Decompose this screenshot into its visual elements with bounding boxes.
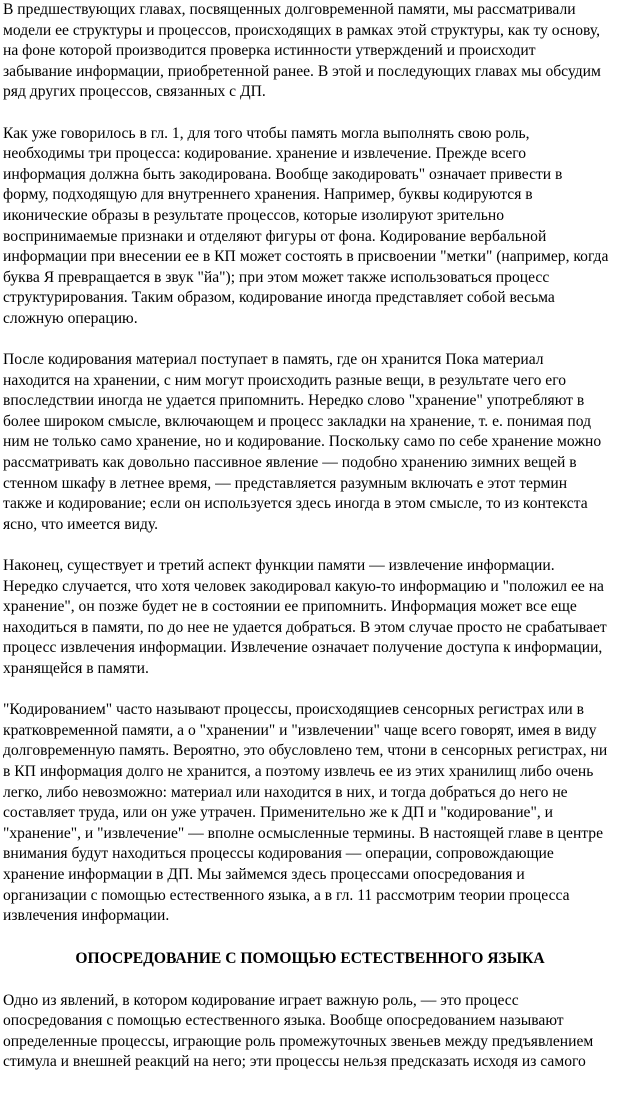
section-heading: ОПОСРЕДОВАНИЕ С ПОМОЩЬЮ ЕСТЕСТВЕННОГО ЯЗЫКА bbox=[75, 950, 545, 968]
paragraph-intro: В предшествующих главах, посвященных долговременной памяти, мы рассматривали модели ее структуры и процессов, происходящих в рамках этой структуры, как ту основу, на фоне которой производится проверка истинности утверждений и происходит забывание информации, приобретенной ранее. В этой и последующих главах мы обсудим ряд других процессов, связанных с ДП. bbox=[3, 1, 601, 101]
document-page bbox=[3, 0, 617, 1093]
paragraph-mediation: Одно из явлений, в котором кодирование играет важную роль, — это процесс опосредования с помощью естественного языка. Вообще опосредованием называют определенные процессы, играющие роль промежуточных звеньев между предъявлением стимула и внешней реакций на него; эти процессы нельзя предсказать исходя из самого bbox=[3, 991, 594, 1071]
paragraph-retrieval: Наконец, существует и третий аспект функции памяти — извлечение информации. Нередко случается, что хотя человек закодировал какую-то информацию и "положил ее на хранение", он позже будет не в состоянии ее припомнить. Информация может все еще находиться в памяти, по до нее не удается добраться. В этом случае просто не срабатывает процесс извлечения информации. Извлечение означает получение доступа к информации, хранящейся в памяти. bbox=[3, 557, 607, 677]
paragraph-three-processes: Как уже говорилось в гл. 1, для того чтобы память могла выполнять свою роль, необходимы три процесса: кодирование. хранение и извлечение. Прежде всего информация должна быть закодирована. Вообще закодировать" означает привести в форму, подходящую для внутреннего хранения. Например, буквы кодируются в иконические образы в результате процессов, которые изолируют зрительно воспринимаемые признаки и отделяют фигуры от фона. Кодирование вербальной информации при внесении ее в КП может состоять в присвоении "метки" (например, когда буква Я превращается в звук "йа"); при этом может также использоваться процесс структурирования. Таким образом, кодирование иногда представляет собой весьма сложную операцию. bbox=[3, 124, 609, 327]
paragraph-encoding-terms: "Кодированием" часто называют процессы, происходящиев сенсорных регистрах или в кратковременной памяти, а о "хранении" и "извлечении" чаще всего говорят, имея в виду долговременную память. Вероятно, это обусловлено тем, чтони в сенсорных регистрах, ни в КП информация долго не хранится, а поэтому извлечь ее из этих хранилищ либо очень легко, либо невозможно: материал или находится в них, и тогда добраться до него не составляет труда, или он уже утрачен. Применительно же к ДП и "кодирование", и "хранение", и "извлечение" — вполне осмысленные термины. В настоящей главе в центре внимания будут находиться процессы кодирования — операции, сопровождающие хранение информации в ДП. Мы займемся здесь процессами опосредования и организации с помощью естественного языка, а в гл. 11 рассмотрим теории процесса извлечения информации. bbox=[3, 701, 608, 925]
paragraph-storage: После кодирования материал поступает в память, где он хранится Пока материал находится на хранении, с ним могут происходить разные вещи, в результате чего его впоследствии иногда не удается припомнить. Нередко слово "хранение" употребляют в более широком смысле, включающем и процесс закладки на хранение, т. е. понимая под ним не только само хранение, но и кодирование. Поскольку само по себе хранение можно рассматривать как довольно пассивное явление — подобно хранению зимних вещей в стенном шкафу в летнее время, — представляется разумным включать е этот термин также и кодирование; если он используется здесь иногда в этом смысле, то из контекста ясно, что имеется виду. bbox=[3, 351, 602, 533]
